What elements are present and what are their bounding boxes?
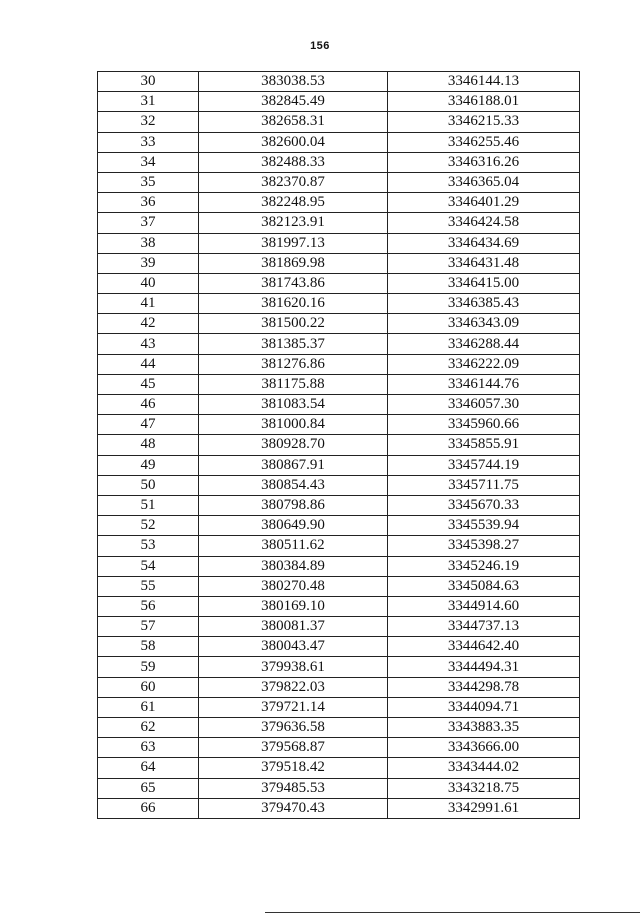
y-coordinate-cell: 3344094.71 bbox=[388, 697, 580, 717]
table-row bbox=[98, 677, 580, 697]
x-coordinate-cell: 380928.70 bbox=[199, 435, 388, 455]
table-row bbox=[98, 132, 580, 152]
x-coordinate-cell: 380081.37 bbox=[199, 617, 388, 637]
x-coordinate-cell: 381175.88 bbox=[199, 374, 388, 394]
y-coordinate-cell: 3346385.43 bbox=[388, 294, 580, 314]
table-row bbox=[98, 596, 580, 616]
x-coordinate-cell: 380270.48 bbox=[199, 576, 388, 596]
x-coordinate-cell: 380798.86 bbox=[199, 495, 388, 515]
table-row bbox=[98, 637, 580, 657]
table-row bbox=[98, 657, 580, 677]
y-coordinate-cell: 3345539.94 bbox=[388, 516, 580, 536]
point-number-cell: 58 bbox=[98, 637, 199, 657]
y-coordinate-cell: 3343883.35 bbox=[388, 718, 580, 738]
x-coordinate-cell: 382248.95 bbox=[199, 193, 388, 213]
point-number-cell: 44 bbox=[98, 354, 199, 374]
point-number-cell: 45 bbox=[98, 374, 199, 394]
x-coordinate-cell: 379636.58 bbox=[199, 718, 388, 738]
point-number-cell: 53 bbox=[98, 536, 199, 556]
point-number-cell: 43 bbox=[98, 334, 199, 354]
y-coordinate-cell: 3346255.46 bbox=[388, 132, 580, 152]
y-coordinate-cell: 3345670.33 bbox=[388, 495, 580, 515]
y-coordinate-cell: 3346424.58 bbox=[388, 213, 580, 233]
x-coordinate-cell: 380854.43 bbox=[199, 475, 388, 495]
point-number-cell: 48 bbox=[98, 435, 199, 455]
table-row bbox=[98, 294, 580, 314]
x-coordinate-cell: 379518.42 bbox=[199, 758, 388, 778]
footer-divider bbox=[265, 912, 640, 913]
table-row bbox=[98, 395, 580, 415]
y-coordinate-cell: 3344737.13 bbox=[388, 617, 580, 637]
y-coordinate-cell: 3346144.76 bbox=[388, 374, 580, 394]
y-coordinate-cell: 3345711.75 bbox=[388, 475, 580, 495]
point-number-cell: 30 bbox=[98, 72, 199, 92]
y-coordinate-cell: 3342991.61 bbox=[388, 798, 580, 818]
point-number-cell: 35 bbox=[98, 172, 199, 192]
table-row bbox=[98, 112, 580, 132]
point-number-cell: 59 bbox=[98, 657, 199, 677]
y-coordinate-cell: 3345084.63 bbox=[388, 576, 580, 596]
y-coordinate-cell: 3346316.26 bbox=[388, 152, 580, 172]
point-number-cell: 65 bbox=[98, 778, 199, 798]
x-coordinate-cell: 379822.03 bbox=[199, 677, 388, 697]
table-row bbox=[98, 72, 580, 92]
y-coordinate-cell: 3345246.19 bbox=[388, 556, 580, 576]
x-coordinate-cell: 382370.87 bbox=[199, 172, 388, 192]
table-row bbox=[98, 778, 580, 798]
point-number-cell: 66 bbox=[98, 798, 199, 818]
table-row bbox=[98, 152, 580, 172]
table-row bbox=[98, 718, 580, 738]
y-coordinate-cell: 3344298.78 bbox=[388, 677, 580, 697]
x-coordinate-cell: 382600.04 bbox=[199, 132, 388, 152]
table-row bbox=[98, 213, 580, 233]
table-row bbox=[98, 475, 580, 495]
x-coordinate-cell: 380169.10 bbox=[199, 596, 388, 616]
table-row bbox=[98, 334, 580, 354]
point-number-cell: 37 bbox=[98, 213, 199, 233]
x-coordinate-cell: 380649.90 bbox=[199, 516, 388, 536]
table-row bbox=[98, 172, 580, 192]
point-number-cell: 54 bbox=[98, 556, 199, 576]
table-row bbox=[98, 455, 580, 475]
x-coordinate-cell: 380384.89 bbox=[199, 556, 388, 576]
x-coordinate-cell: 381620.16 bbox=[199, 294, 388, 314]
point-number-cell: 46 bbox=[98, 395, 199, 415]
y-coordinate-cell: 3346188.01 bbox=[388, 92, 580, 112]
y-coordinate-cell: 3345960.66 bbox=[388, 415, 580, 435]
table-row bbox=[98, 576, 580, 596]
x-coordinate-cell: 381385.37 bbox=[199, 334, 388, 354]
point-number-cell: 32 bbox=[98, 112, 199, 132]
point-number-cell: 62 bbox=[98, 718, 199, 738]
table-row bbox=[98, 233, 580, 253]
table-row bbox=[98, 738, 580, 758]
table-row bbox=[98, 617, 580, 637]
x-coordinate-cell: 382488.33 bbox=[199, 152, 388, 172]
table-row bbox=[98, 92, 580, 112]
y-coordinate-cell: 3344494.31 bbox=[388, 657, 580, 677]
point-number-cell: 63 bbox=[98, 738, 199, 758]
point-number-cell: 51 bbox=[98, 495, 199, 515]
point-number-cell: 41 bbox=[98, 294, 199, 314]
table-row bbox=[98, 374, 580, 394]
y-coordinate-cell: 3346434.69 bbox=[388, 233, 580, 253]
y-coordinate-cell: 3343666.00 bbox=[388, 738, 580, 758]
x-coordinate-cell: 379721.14 bbox=[199, 697, 388, 717]
table-row bbox=[98, 697, 580, 717]
y-coordinate-cell: 3346431.48 bbox=[388, 253, 580, 273]
y-coordinate-cell: 3343218.75 bbox=[388, 778, 580, 798]
y-coordinate-cell: 3346215.33 bbox=[388, 112, 580, 132]
point-number-cell: 57 bbox=[98, 617, 199, 637]
x-coordinate-cell: 381869.98 bbox=[199, 253, 388, 273]
point-number-cell: 33 bbox=[98, 132, 199, 152]
x-coordinate-cell: 381500.22 bbox=[199, 314, 388, 334]
table-row bbox=[98, 495, 580, 515]
y-coordinate-cell: 3346288.44 bbox=[388, 334, 580, 354]
table-row bbox=[98, 253, 580, 273]
x-coordinate-cell: 380867.91 bbox=[199, 455, 388, 475]
point-number-cell: 39 bbox=[98, 253, 199, 273]
x-coordinate-cell: 381083.54 bbox=[199, 395, 388, 415]
table-row bbox=[98, 536, 580, 556]
table-row bbox=[98, 415, 580, 435]
table-row bbox=[98, 354, 580, 374]
x-coordinate-cell: 381997.13 bbox=[199, 233, 388, 253]
x-coordinate-cell: 379485.53 bbox=[199, 778, 388, 798]
page-number: 156 bbox=[310, 40, 330, 52]
x-coordinate-cell: 381000.84 bbox=[199, 415, 388, 435]
table-row bbox=[98, 314, 580, 334]
point-number-cell: 61 bbox=[98, 697, 199, 717]
x-coordinate-cell: 380043.47 bbox=[199, 637, 388, 657]
x-coordinate-cell: 382123.91 bbox=[199, 213, 388, 233]
x-coordinate-cell: 379470.43 bbox=[199, 798, 388, 818]
y-coordinate-cell: 3346144.13 bbox=[388, 72, 580, 92]
y-coordinate-cell: 3345855.91 bbox=[388, 435, 580, 455]
table-row bbox=[98, 435, 580, 455]
x-coordinate-cell: 381276.86 bbox=[199, 354, 388, 374]
point-number-cell: 52 bbox=[98, 516, 199, 536]
table-row bbox=[98, 758, 580, 778]
point-number-cell: 36 bbox=[98, 193, 199, 213]
coordinates-table-body bbox=[98, 72, 580, 819]
point-number-cell: 42 bbox=[98, 314, 199, 334]
y-coordinate-cell: 3344642.40 bbox=[388, 637, 580, 657]
table-row bbox=[98, 273, 580, 293]
x-coordinate-cell: 382658.31 bbox=[199, 112, 388, 132]
table-row bbox=[98, 798, 580, 818]
y-coordinate-cell: 3346401.29 bbox=[388, 193, 580, 213]
y-coordinate-cell: 3346343.09 bbox=[388, 314, 580, 334]
x-coordinate-cell: 380511.62 bbox=[199, 536, 388, 556]
y-coordinate-cell: 3346415.00 bbox=[388, 273, 580, 293]
point-number-cell: 60 bbox=[98, 677, 199, 697]
point-number-cell: 64 bbox=[98, 758, 199, 778]
y-coordinate-cell: 3346365.04 bbox=[388, 172, 580, 192]
point-number-cell: 31 bbox=[98, 92, 199, 112]
point-number-cell: 49 bbox=[98, 455, 199, 475]
point-number-cell: 38 bbox=[98, 233, 199, 253]
point-number-cell: 56 bbox=[98, 596, 199, 616]
table-row bbox=[98, 193, 580, 213]
y-coordinate-cell: 3345398.27 bbox=[388, 536, 580, 556]
y-coordinate-cell: 3346222.09 bbox=[388, 354, 580, 374]
x-coordinate-cell: 383038.53 bbox=[199, 72, 388, 92]
table-row bbox=[98, 556, 580, 576]
x-coordinate-cell: 382845.49 bbox=[199, 92, 388, 112]
y-coordinate-cell: 3344914.60 bbox=[388, 596, 580, 616]
table-row bbox=[98, 516, 580, 536]
point-number-cell: 40 bbox=[98, 273, 199, 293]
x-coordinate-cell: 379938.61 bbox=[199, 657, 388, 677]
y-coordinate-cell: 3345744.19 bbox=[388, 455, 580, 475]
point-number-cell: 47 bbox=[98, 415, 199, 435]
x-coordinate-cell: 379568.87 bbox=[199, 738, 388, 758]
y-coordinate-cell: 3346057.30 bbox=[388, 395, 580, 415]
y-coordinate-cell: 3343444.02 bbox=[388, 758, 580, 778]
x-coordinate-cell: 381743.86 bbox=[199, 273, 388, 293]
point-number-cell: 34 bbox=[98, 152, 199, 172]
coordinates-table bbox=[97, 71, 580, 819]
point-number-cell: 50 bbox=[98, 475, 199, 495]
point-number-cell: 55 bbox=[98, 576, 199, 596]
